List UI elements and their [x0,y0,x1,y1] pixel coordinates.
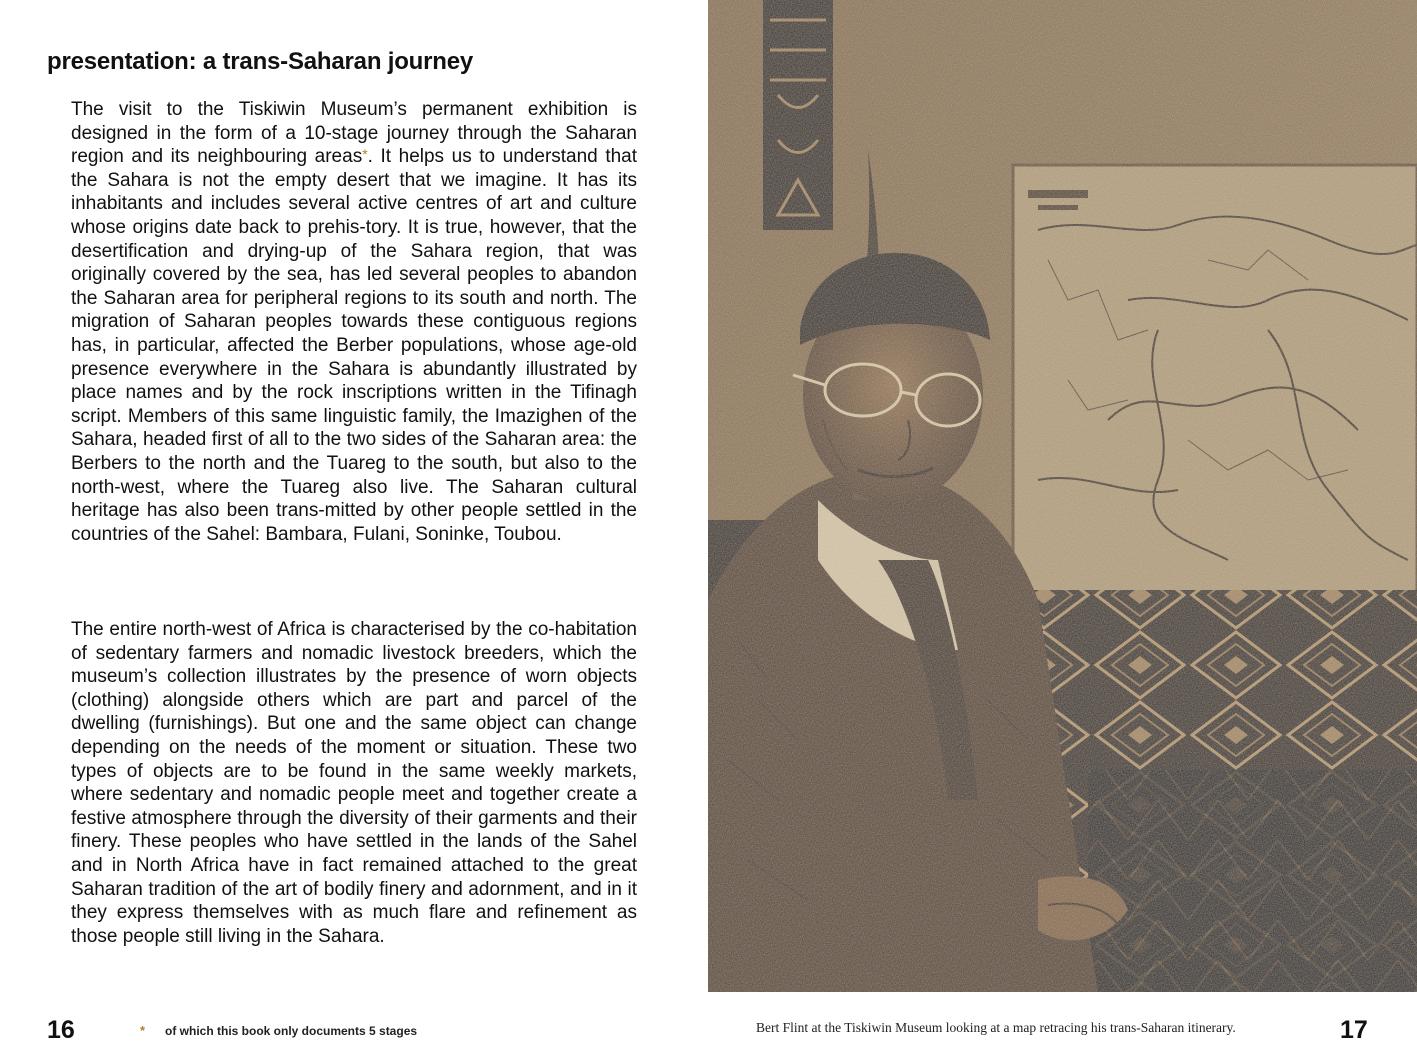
body-paragraph-2: The entire north-west of Africa is characterised by the co-habitation of sedentary farmers and nomadic livestock breeders, which the museum’s collection illustrates by the presence of worn objects (clothing) alongside others which are part and parcel of the dwelling (furnishings). But one and the same object can change depending on the needs of the moment or situation. These two types of objects are to be found in the same weekly markets, where sedentary and nomadic people meet and together create a festive atmosphere through the diversity of their garments and their finery. These peoples who have settled in the lands of the Sahel and in North Africa have in fact remained attached to the great Saharan tradition of the art of bodily finery and adornment, and in it they express themselves with as much flare and refinement as those people still living in the Sahara. [71,619,637,947]
section-title: presentation: a trans-Saharan journey [47,48,474,75]
page-number-right: 17 [1340,1016,1368,1044]
photo-caption: Bert Flint at the Tiskiwin Museum looking at a map retracing his trans-Saharan itinerary. [756,1020,1236,1035]
paragraph-1-text-a: The visit to the Tiskiwin Museum’s permanent exhibition is designed in the form of a 10-stage journey through the Saharan region and its neighbouring areas [71,99,637,168]
body-paragraph-1 [71,98,637,546]
sepia-photo-man-with-map [708,0,1417,992]
page-number-left: 16 [47,1016,75,1044]
photo-illustration [708,0,1417,992]
paragraph-1-text-b: . It helps us to understand that the Sahara is not the empty desert that we imagine. It has its inhabitants and includes several active centres of art and culture whose origins date back to prehis-tory. It is true, however, that the desertification and drying-up of the Sahara region, that was originally covered by the sea, has led several peoples to abandon the Saharan area for peripheral regions to its south and north. The migration of Saharan peoples towards these contiguous regions has, in particular, affected the Berber populations, whose age-old presence everywhere in the Sahara is abundantly illustrated by place names and by the rock inscriptions written in the Tifinagh script. Members of this same linguistic family, the Imazighen of the Sahara, headed first of all to the two sides of the Saharan area: the Berbers to the north and the Tuareg to the south, but also to the north-west, where the Tuareg also live. The Saharan cultural heritage has also been trans-mitted by other people settled in the countries of the Sahel: Bambara, Fulani, Soninke, Toubou. [71,146,638,545]
footnote-reference-marker: * [362,146,368,163]
footnote-text: of which this book only documents 5 stages [165,1024,418,1038]
footnote-marker: * [140,1023,146,1038]
left-page [0,0,708,1063]
